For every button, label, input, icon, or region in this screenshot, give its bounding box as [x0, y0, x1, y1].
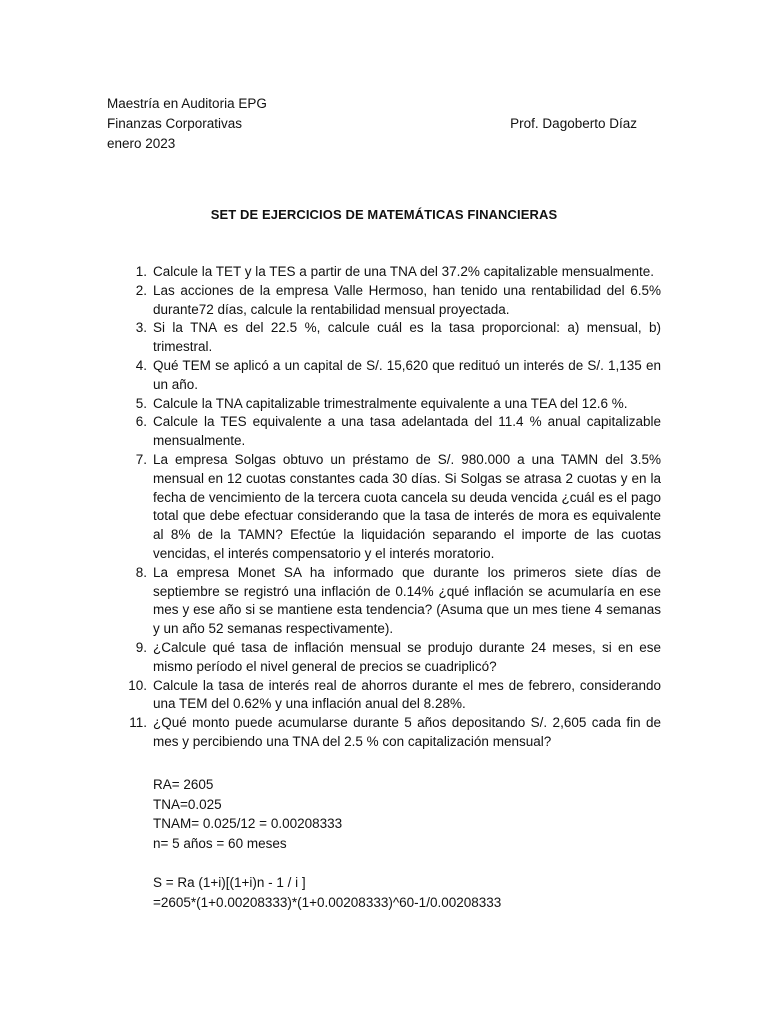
- header-line-program: [107, 94, 637, 114]
- exercise-item: [107, 451, 661, 564]
- exercise-item: [107, 639, 661, 677]
- exercise-text: Si la TNA es del 22.5 %, calcule cuál es la tasa proporcional: a) mensual, b) trimestral.: [153, 320, 661, 355]
- calc-formula: S = Ra (1+i)[(1+i)n - 1 / i ]: [153, 874, 306, 890]
- calc-substitution: =2605*(1+0.00208333)*(1+0.00208333)^60-1/0.00208333: [153, 894, 502, 910]
- exercise-text: ¿Qué monto puede acumularse durante 5 años depositando S/. 2,605 cada fin de mes y percibiendo una TNA del 2.5 % con capitalización mensual?: [153, 715, 661, 749]
- exercise-number: 4.: [135, 357, 147, 373]
- exercise-text: La empresa Solgas obtuvo un préstamo de S/. 980.000 a una TAMN del 3.5% mensual en 12 cuotas constantes cada 30 días. Si Solgas se atrasa 2 cuotas y en la fecha de vencimiento de la tercera cuota cancela su deuda vencida ¿cuál es el pago total que debe efectuar considerando que la tasa de interés de mora es equivalente al 8% de la TAMN? Efectúe la liquidación separando el importe de las cuotas vencidas, el interés compensatorio y el interés moratorio.: [153, 451, 661, 561]
- exercise-text: Calcule la TES equivalente a una tasa adelantada del 11.4 % anual capitalizable mensualmente.: [153, 414, 661, 449]
- exercise-item: [107, 357, 661, 395]
- document-title: SET DE EJERCICIOS DE MATEMÁTICAS FINANCIERAS: [210, 207, 558, 222]
- exercise-text: Qué TEM se aplicó a un capital de S/. 15,620 que redituó un interés de S/. 1,135 en un año.: [153, 357, 661, 392]
- calc-periods: n= 5 años = 60 meses: [153, 835, 287, 851]
- calc-ra: RA= 2605: [153, 777, 214, 792]
- exercise-list: [107, 263, 661, 752]
- header-line-course: [107, 114, 637, 134]
- professor-name: Prof. Dagoberto Díaz: [510, 116, 637, 131]
- exercise-number: 2.: [135, 282, 147, 298]
- exercise-item: [107, 395, 661, 414]
- document-date: enero 2023: [107, 136, 176, 151]
- calc-spacer: [153, 853, 613, 873]
- exercise-item: [107, 413, 661, 451]
- exercise-item: [107, 564, 661, 639]
- exercise-item: [107, 282, 661, 320]
- exercise-text: Las acciones de la empresa Valle Hermoso, han tenido una rentabilidad del 6.5% durante72 días, calcule la rentabilidad mensual proyectada.: [153, 282, 661, 317]
- exercise-number: 8.: [135, 564, 147, 580]
- exercise-item: [107, 263, 661, 282]
- calculation-block: [153, 775, 613, 912]
- exercise-number: 9.: [135, 639, 147, 655]
- exercise-text: Calcule la tasa de interés real de ahorros durante el mes de febrero, considerando una TEM del 0.62% y una inflación anual del 8.28%.: [153, 677, 661, 712]
- exercise-number: 1.: [135, 264, 147, 279]
- calc-tna: TNA=0.025: [153, 796, 222, 812]
- exercise-text: Calcule la TET y la TES a partir de una TNA del 37.2% capitalizable mensualmente.: [153, 264, 655, 279]
- exercise-number: 5.: [135, 395, 147, 411]
- calc-tnam: TNAM= 0.025/12 = 0.00208333: [153, 816, 343, 832]
- exercise-number: 11.: [129, 715, 147, 731]
- document-header: [107, 94, 637, 154]
- exercise-item: [107, 714, 661, 752]
- course-name: Finanzas Corporativas: [107, 116, 243, 131]
- exercise-number: 10.: [128, 677, 147, 693]
- header-line-date: [107, 134, 637, 154]
- exercise-item: [107, 319, 661, 357]
- exercise-item: [107, 677, 661, 715]
- exercise-number: 3.: [135, 320, 147, 336]
- exercise-text: Calcule la TNA capitalizable trimestralmente equivalente a una TEA del 12.6 %.: [153, 395, 628, 411]
- exercise-number: 6.: [135, 414, 147, 430]
- exercise-text: La empresa Monet SA ha informado que durante los primeros siete días de septiembre se registró una inflación de 0.14% ¿qué inflación se acumularía en ese mes y ese año si se mantiene esta tendencia? (Asuma que un mes tiene 4 semanas y un año 52 semanas respectivamente).: [153, 564, 661, 637]
- exercise-text: ¿Calcule qué tasa de inflación mensual se produjo durante 24 meses, si en ese mismo período el nivel general de precios se cuadriplicó?: [153, 639, 661, 674]
- exercise-number: 7.: [135, 451, 147, 467]
- program-name: Maestría en Auditoria EPG: [107, 96, 267, 111]
